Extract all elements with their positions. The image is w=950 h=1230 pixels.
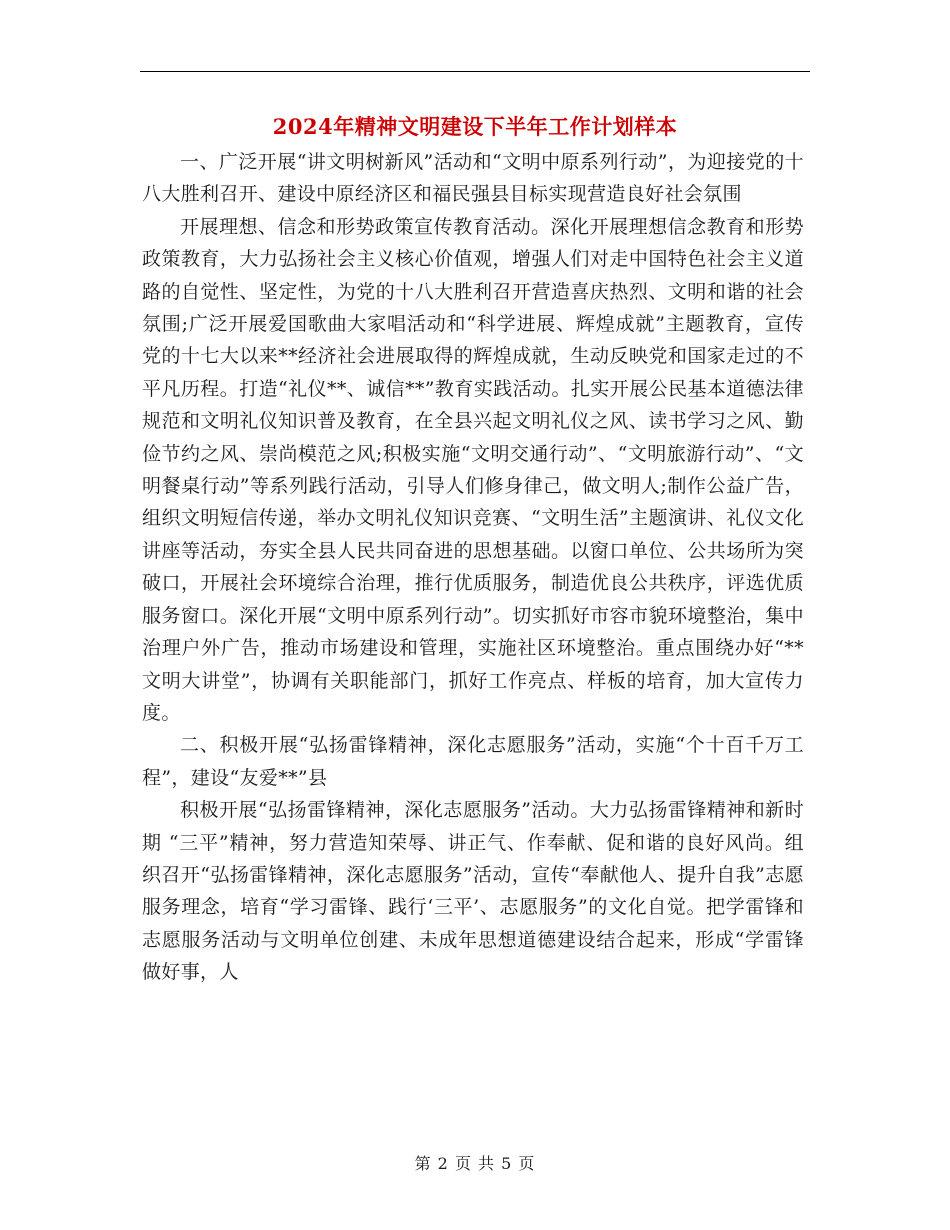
section-heading-2: 二、积极开展“弘扬雷锋精神，深化志愿服务”活动，实施“个十百千万工程”，建设“友爱**”县	[142, 734, 804, 789]
page-number: 第 2 页 共 5 页	[414, 1154, 536, 1173]
document-title: 2024年精神文明建设下半年工作计划样本	[272, 114, 678, 139]
section-heading-1: 一、广泛开展“讲文明树新风”活动和“文明中原系列行动”，为迎接党的十八大胜利召开、建设中原经济区和福民强县目标实现营造良好社会氛围	[142, 151, 804, 206]
header-rule	[140, 71, 810, 72]
document-body	[142, 146, 804, 989]
body-paragraph: 开展理想、信念和形势政策宣传教育活动。深化开展理想信念教育和形势政策教育，大力弘扬社会主义核心价值观，增强人们对走中国特色社会主义道路的自觉性、坚定性，为党的十八大胜利召开营造喜庆热烈、文明和谐的社会氛围;广泛开展爱国歌曲大家唱活动和“科学进展、辉煌成就”主题教育，宣传党的十七大以来**经济社会进展取得的辉煌成就，生动反映党和国家走过的不平凡历程。打造“礼仪**、诚信**”教育实践活动。扎实开展公民基本道德法律规范和文明礼仪知识普及教育，在全县兴起文明礼仪之风、读书学习之风、勤俭节约之风、崇尚模范之风;积极实施“文明交通行动”、“文明旅游行动”、“文明餐桌行动”等系列践行活动，引导人们修身律己，做文明人;制作公益广告，组织文明短信传递，举办文明礼仪知识竞赛、“文明生活”主题演讲、礼仪文化讲座等活动，夯实全县人民共同奋进的思想基础。以窗口单位、公共场所为突破口，开展社会环境综合治理，推行优质服务，制造优良公共秩序，评选优质服务窗口。深化开展“文明中原系列行动”。切实抓好市容市貌环境整治，集中治理户外广告，推动市场建设和管理，实施社区环境整治。重点围绕办好“**文明大讲堂”，协调有关职能部门，抓好工作亮点、样板的培育，加大宣传力度。	[142, 215, 804, 724]
body-paragraph: 积极开展“弘扬雷锋精神，深化志愿服务”活动。大力弘扬雷锋精神和新时期 “三平”精神，努力营造知荣辱、讲正气、作奉献、促和谐的良好风尚。组织召开“弘扬雷锋精神，深化志愿服务”活动，宣传“奉献他人、提升自我”志愿服务理念，培育“学习雷锋、践行‘三平’、志愿服务”的文化自觉。把学雷锋和志愿服务活动与文明单位创建、未成年思想道德建设结合起来，形成“学雷锋做好事，人	[142, 799, 804, 984]
